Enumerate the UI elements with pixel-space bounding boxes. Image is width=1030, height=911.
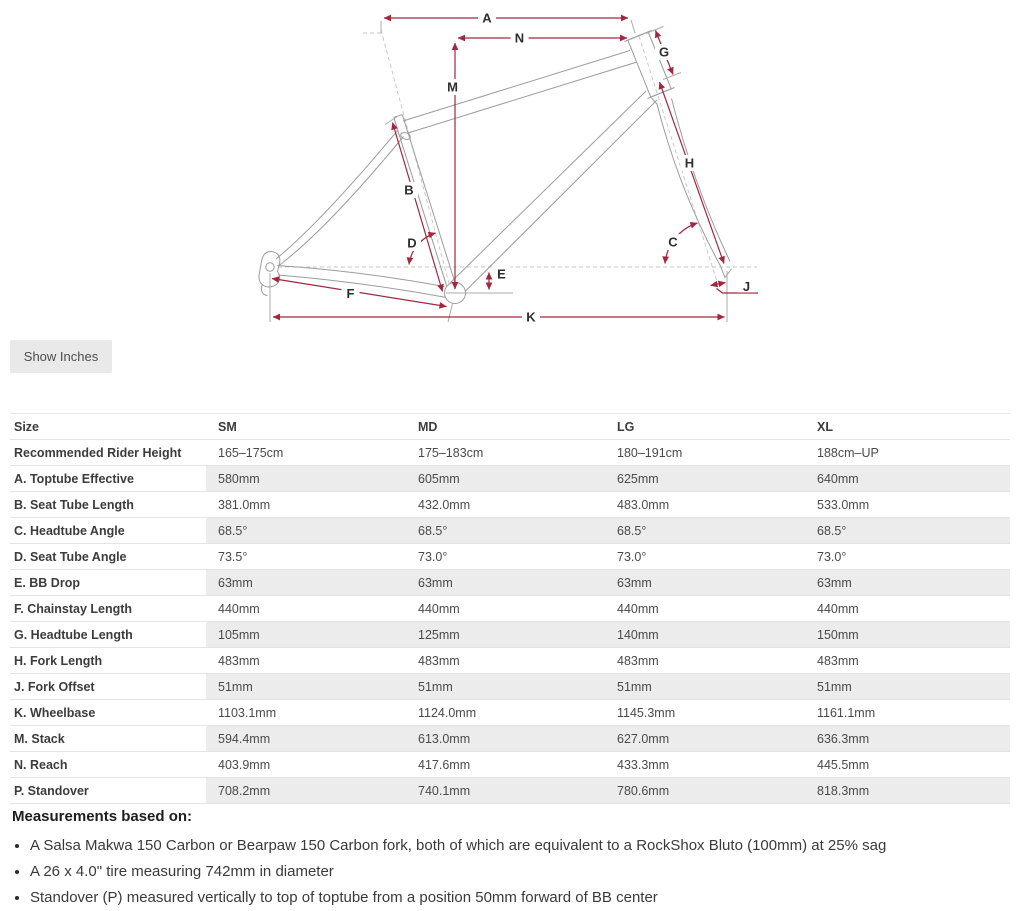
table-row: P. Standover 708.2mm 740.1mm 780.6mm 818.3mm [10,778,1010,804]
table-row: A. Toptube Effective 580mm 605mm 625mm 640mm [10,466,1010,492]
row-label: K. Wheelbase [10,700,206,726]
dim-label-f: F [346,286,355,301]
table-row: M. Stack 594.4mm 613.0mm 627.0mm 636.3mm [10,726,1010,752]
row-label: Recommended Rider Height [10,440,206,466]
bike-geometry-diagram [0,0,1030,332]
geometry-table [10,413,1010,804]
col-header-size: Size [10,414,206,440]
col-header-sm: SM [206,414,406,440]
row-label: M. Stack [10,726,206,752]
dimension-labels [342,10,756,325]
bullet-icon [15,870,19,874]
dim-label-g: G [658,44,670,60]
dim-label-j: J [742,279,751,294]
row-label: H. Fork Length [10,648,206,674]
table-row: K. Wheelbase 1103.1mm 1124.0mm 1145.3mm 1161.1mm [10,700,1010,726]
dim-label-a: A [482,10,492,26]
row-label: P. Standover [10,778,206,804]
row-label: N. Reach [10,752,206,778]
table-row: D. Seat Tube Angle 73.5° 73.0° 73.0° 73.0° [10,544,1010,570]
table-row: J. Fork Offset 51mm 51mm 51mm 51mm [10,674,1010,700]
row-label: C. Headtube Angle [10,518,206,544]
row-label: F. Chainstay Length [10,596,206,622]
note-item: A Salsa Makwa 150 Carbon or Bearpaw 150 Carbon fork, both of which are equivalent to a RockShox Bluto (100mm) at 25% sag [12,833,1020,859]
bullet-icon [15,844,19,848]
row-label: E. BB Drop [10,570,206,596]
note-item: A 26 x 4.0" tire measuring 742mm in diameter [12,859,1020,885]
col-header-lg: LG [605,414,805,440]
col-header-md: MD [406,414,605,440]
table-row: N. Reach 403.9mm 417.6mm 433.3mm 445.5mm [10,752,1010,778]
show-inches-button[interactable]: Show Inches [10,340,112,373]
dim-label-k: K [526,309,536,325]
dim-label-b: B [404,182,414,198]
table-row: E. BB Drop 63mm 63mm 63mm 63mm [10,570,1010,596]
notes-section [12,808,1020,911]
table-row: Recommended Rider Height 165–175cm 175–183cm 180–191cm 188cm–UP [10,440,1010,466]
dim-label-n: N [514,30,525,46]
bullet-icon [15,896,19,900]
row-label: B. Seat Tube Length [10,492,206,518]
notes-heading: Measurements based on: [12,808,193,825]
table-row: H. Fork Length 483mm 483mm 483mm 483mm [10,648,1010,674]
dim-label-e: E [497,266,506,282]
dim-label-d: D [407,235,417,251]
row-label: D. Seat Tube Angle [10,544,206,570]
dim-label-m: M [447,79,458,95]
table-row: C. Headtube Angle 68.5° 68.5° 68.5° 68.5° [10,518,1010,544]
table-row: F. Chainstay Length 440mm 440mm 440mm 440mm [10,596,1010,622]
table-header-row [10,414,1010,440]
table-row: G. Headtube Length 105mm 125mm 140mm 150mm [10,622,1010,648]
row-label: A. Toptube Effective [10,466,206,492]
table-row: B. Seat Tube Length 381.0mm 432.0mm 483.0mm 533.0mm [10,492,1010,518]
frame-outline [259,31,732,304]
col-header-xl: XL [805,414,1010,440]
note-item: Standover (P) measured vertically to top of toptube from a position 50mm forward of BB center [12,885,1020,911]
row-label: G. Headtube Length [10,622,206,648]
dim-label-h: H [684,155,695,171]
notes-list [12,833,1020,911]
dim-label-c: C [668,234,678,250]
row-label: J. Fork Offset [10,674,206,700]
